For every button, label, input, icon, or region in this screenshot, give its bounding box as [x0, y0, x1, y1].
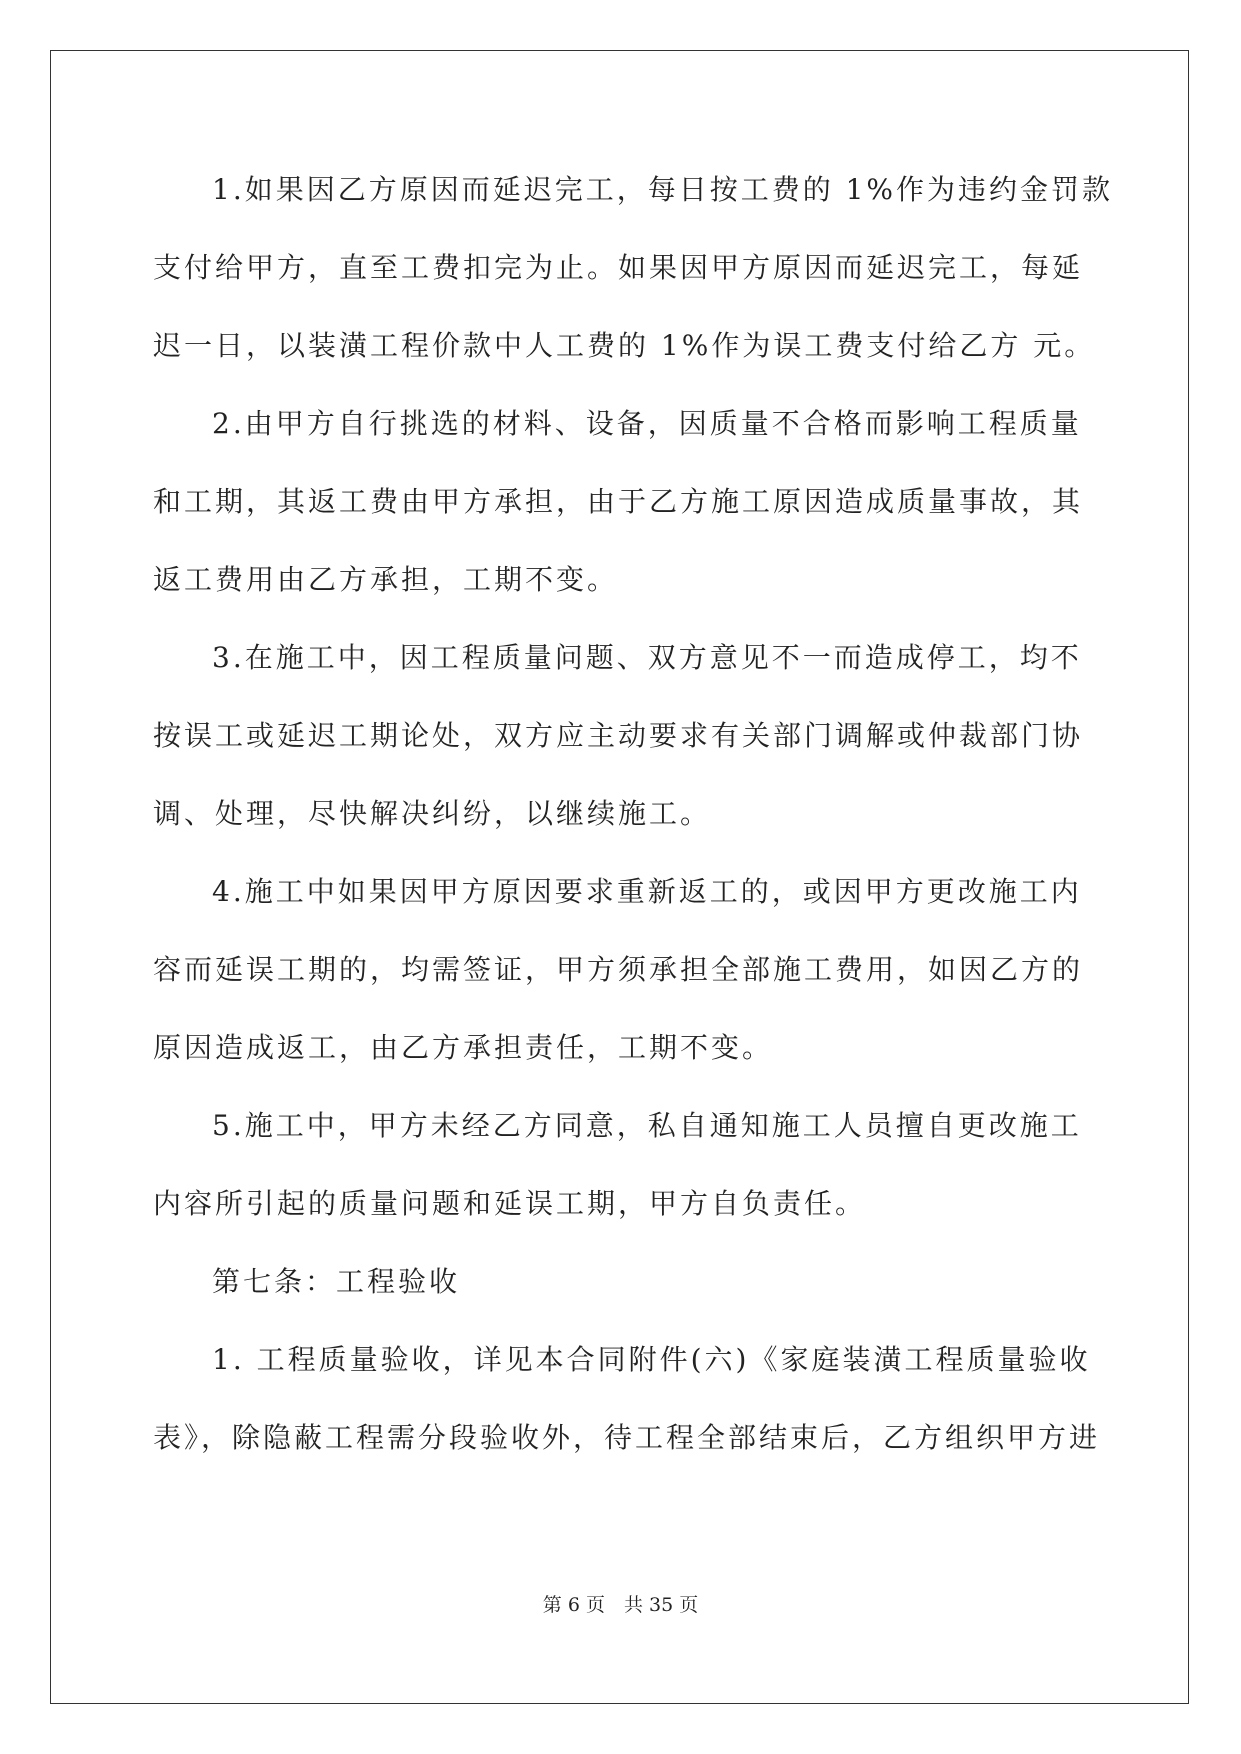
paragraph-line: 1. 工程质量验收，详见本合同附件(六)《家庭装潢工程质量验收 — [212, 1343, 1091, 1376]
paragraph-line: 表》，除隐蔽工程需分段验收外，待工程全部结束后，乙方组织甲方进 — [153, 1421, 1101, 1454]
paragraph-line: 按误工或延迟工期论处，双方应主动要求有关部门调解或仲裁部门协 — [153, 719, 1084, 752]
paragraph-line: 2.由甲方自行挑选的材料、设备，因质量不合格而影响工程质量 — [212, 407, 1082, 440]
paragraph-line: 迟一日，以装潢工程价款中人工费的 1%作为误工费支付给乙方 元。 — [153, 329, 1096, 362]
paragraph-line: 原因造成返工，由乙方承担责任，工期不变。 — [153, 1031, 774, 1064]
paragraph-line: 调、处理，尽快解决纠纷，以继续施工。 — [153, 797, 712, 830]
paragraph-line: 返工费用由乙方承担，工期不变。 — [153, 563, 619, 596]
page-footer: 第 6 页 共 35 页 — [542, 1594, 699, 1616]
paragraph-line: 和工期，其返工费由甲方承担，由于乙方施工原因造成质量事故，其 — [153, 485, 1084, 518]
paragraph-line: 5.施工中，甲方未经乙方同意，私自通知施工人员擅自更改施工 — [212, 1109, 1082, 1142]
paragraph-line: 1.如果因乙方原因而延迟完工，每日按工费的 1%作为违约金罚款 — [212, 173, 1114, 206]
paragraph-line: 内容所引起的质量问题和延误工期，甲方自负责任。 — [153, 1187, 867, 1220]
paragraph-line: 4.施工中如果因甲方原因要求重新返工的，或因甲方更改施工内 — [212, 875, 1082, 908]
paragraph-line: 容而延误工期的，均需签证，甲方须承担全部施工费用，如因乙方的 — [153, 953, 1084, 986]
paragraph-line: 支付给甲方，直至工费扣完为止。如果因甲方原因而延迟完工，每延 — [153, 251, 1084, 284]
paragraph-line: 3.在施工中，因工程质量问题、双方意见不一而造成停工，均不 — [212, 641, 1082, 674]
section-heading: 第七条：工程验收 — [212, 1265, 461, 1298]
